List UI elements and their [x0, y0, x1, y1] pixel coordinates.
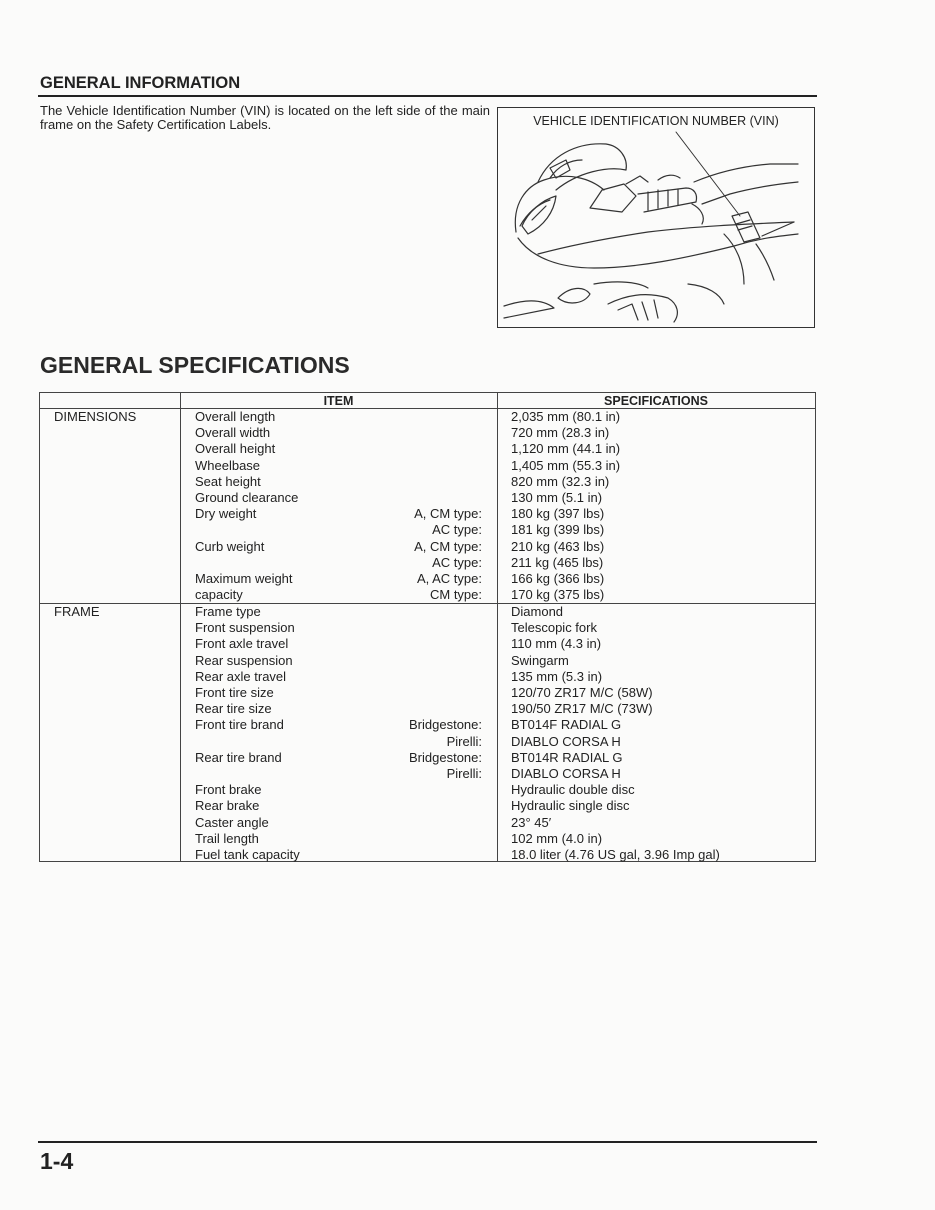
spec-value: BT014F RADIAL G [511, 717, 622, 733]
spec-type: Pirelli: [446, 766, 482, 781]
spec-item: Caster angle [195, 814, 269, 830]
spec-item: Rear tire size [195, 701, 272, 717]
spec-value: 23° 45′ [511, 814, 552, 830]
spec-value: 190/50 ZR17 M/C (73W) [511, 701, 653, 717]
spec-item: Curb weight [195, 538, 265, 554]
section-header: GENERAL INFORMATION [40, 74, 241, 92]
spec-value: 211 kg (465 lbs) [511, 554, 604, 570]
spec-item: Fuel tank capacity [195, 847, 300, 862]
spec-value: 1,405 mm (55.3 in) [511, 457, 621, 473]
column-header-specifications: SPECIFICATIONS [604, 394, 708, 408]
group-label-frame: FRAME [54, 604, 100, 619]
spec-item: Rear brake [195, 798, 260, 814]
spec-value: 130 mm (5.1 in) [511, 490, 603, 505]
spec-item: Overall width [195, 425, 271, 441]
spec-value: Diamond [511, 604, 564, 619]
spec-value: 2,035 mm (80.1 in) [511, 409, 621, 424]
spec-item: Ground clearance [195, 490, 299, 505]
spec-value: 135 mm (5.3 in) [511, 668, 603, 684]
spec-type: AC type: [432, 554, 482, 570]
spec-value: 102 mm (4.0 in) [511, 830, 603, 846]
spec-value: 120/70 ZR17 M/C (58W) [511, 685, 653, 700]
footer-rule [38, 1141, 817, 1143]
spec-item: Overall height [195, 441, 276, 457]
spec-type: A, CM type: [414, 506, 482, 522]
spec-item: Frame type [195, 604, 261, 619]
spec-value: 180 kg (397 lbs) [511, 506, 605, 522]
spec-item: Dry weight [195, 506, 257, 522]
spec-value: 720 mm (28.3 in) [511, 425, 610, 441]
spec-value: 181 kg (399 lbs) [511, 522, 605, 538]
spec-value: DIABLO CORSA H [511, 766, 621, 781]
spec-item: Front tire brand [195, 717, 284, 733]
spec-item: Overall length [195, 409, 276, 424]
specifications-title: GENERAL SPECIFICATIONS [40, 352, 350, 378]
spec-value: Swingarm [511, 652, 569, 668]
spec-value: 166 kg (366 lbs) [511, 571, 605, 586]
spec-value: 210 kg (463 lbs) [511, 538, 605, 554]
spec-type: Bridgestone: [409, 749, 482, 765]
group-label-dimensions: DIMENSIONS [54, 409, 137, 424]
spec-value: 820 mm (32.3 in) [511, 473, 610, 489]
spec-value: 18.0 liter (4.76 US gal, 3.96 Imp gal) [511, 847, 720, 862]
spec-type: AC type: [432, 522, 482, 538]
spec-value: BT014R RADIAL G [511, 749, 623, 765]
spec-value: Hydraulic single disc [511, 798, 630, 814]
spec-item: Wheelbase [195, 457, 261, 473]
spec-type: CM type: [429, 587, 482, 603]
column-header-item: ITEM [323, 394, 354, 408]
spec-item: Front suspension [195, 620, 295, 636]
spec-item: Rear axle travel [195, 668, 287, 684]
motorcycle-illustration [498, 108, 816, 329]
column-divider [497, 393, 498, 861]
header-rule [38, 95, 817, 97]
spec-type: Bridgestone: [409, 717, 482, 733]
vin-figure-label: VEHICLE IDENTIFICATION NUMBER (VIN) [533, 114, 779, 128]
spec-item: Front tire size [195, 685, 274, 700]
spec-type: A, AC type: [416, 571, 482, 586]
spec-value: Telescopic fork [511, 620, 597, 636]
spec-table [39, 392, 816, 862]
spec-value: 170 kg (375 lbs) [511, 587, 605, 603]
spec-value: DIABLO CORSA H [511, 733, 621, 749]
column-divider [180, 393, 181, 861]
spec-item: Maximum weight [195, 571, 293, 586]
page-number: 1-4 [40, 1148, 74, 1174]
spec-value: Hydraulic double disc [511, 782, 635, 798]
spec-item: Rear tire brand [195, 749, 282, 765]
spec-item: Front axle travel [195, 636, 289, 652]
spec-item: Trail length [195, 830, 259, 846]
spec-item: capacity [195, 587, 243, 603]
spec-type: Pirelli: [446, 733, 482, 749]
spec-item: Seat height [195, 473, 261, 489]
spec-value: 1,120 mm (44.1 in) [511, 441, 621, 457]
vin-figure [497, 107, 815, 328]
spec-item: Front brake [195, 782, 262, 798]
vin-location-text: The Vehicle Identification Number (VIN) is located on the left side of the main frame on the Safety Certification Labels. [40, 103, 490, 132]
spec-type: A, CM type: [414, 538, 482, 554]
spec-item: Rear suspension [195, 652, 293, 668]
spec-value: 110 mm (4.3 in) [511, 636, 602, 652]
